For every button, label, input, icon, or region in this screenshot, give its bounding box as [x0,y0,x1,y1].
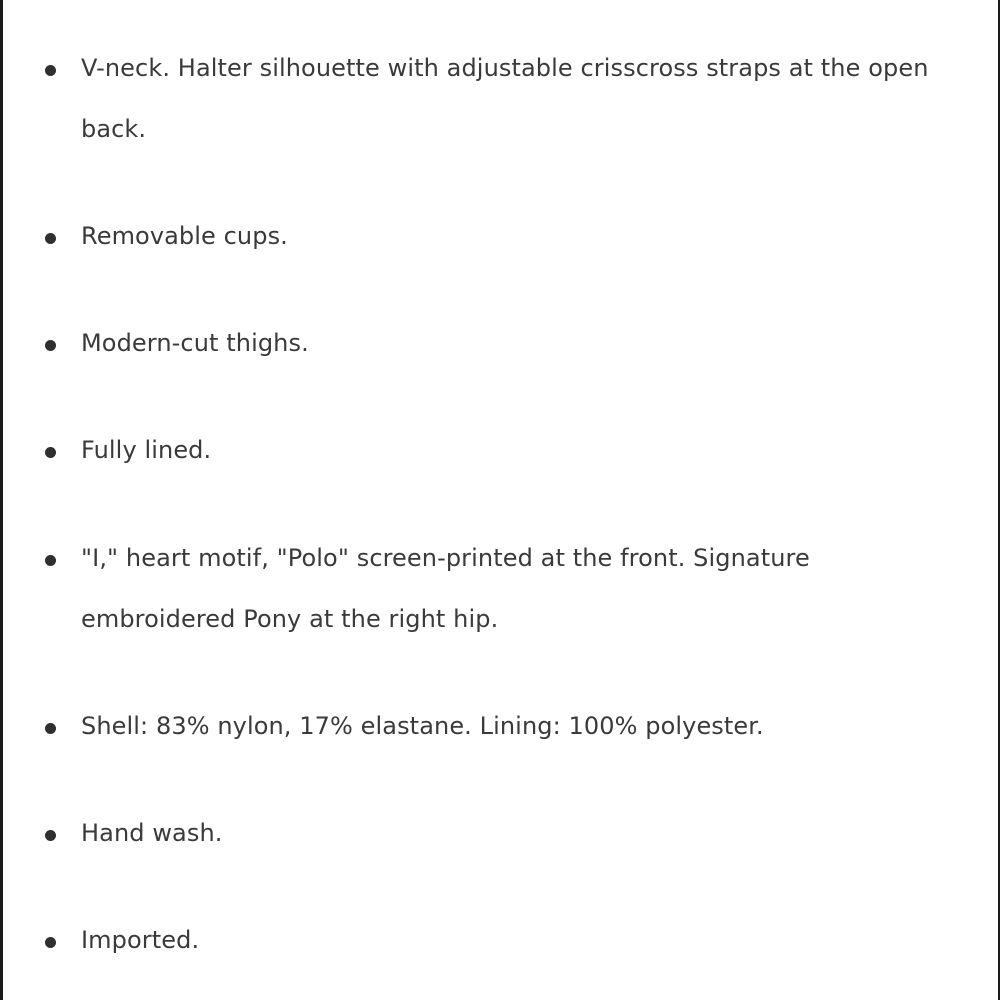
list-item-text: V-neck. Halter silhouette with adjustable crisscross straps at the open back. [81,54,929,143]
bullet-icon [45,830,56,841]
list-item-text: "I," heart motif, "Polo" screen-printed at the front. Signature embroidered Pony at the right hip. [81,544,810,633]
bullet-icon [45,233,56,244]
bullet-icon [45,340,56,351]
list-item-text: Hand wash. [81,819,223,847]
bullet-icon [45,723,56,734]
list-item-text: Shell: 83% nylon, 17% elastane. Lining: 100% polyester. [81,712,764,740]
list-item-text: Modern-cut thighs. [81,329,309,357]
bullet-icon [45,447,56,458]
bullet-icon [45,937,56,948]
list-item-text: Imported. [81,926,200,954]
list-item-text: Fully lined. [81,436,212,464]
bullet-icon [45,65,56,76]
bullet-icon [45,555,56,566]
list-item-text: Removable cups. [81,222,288,250]
